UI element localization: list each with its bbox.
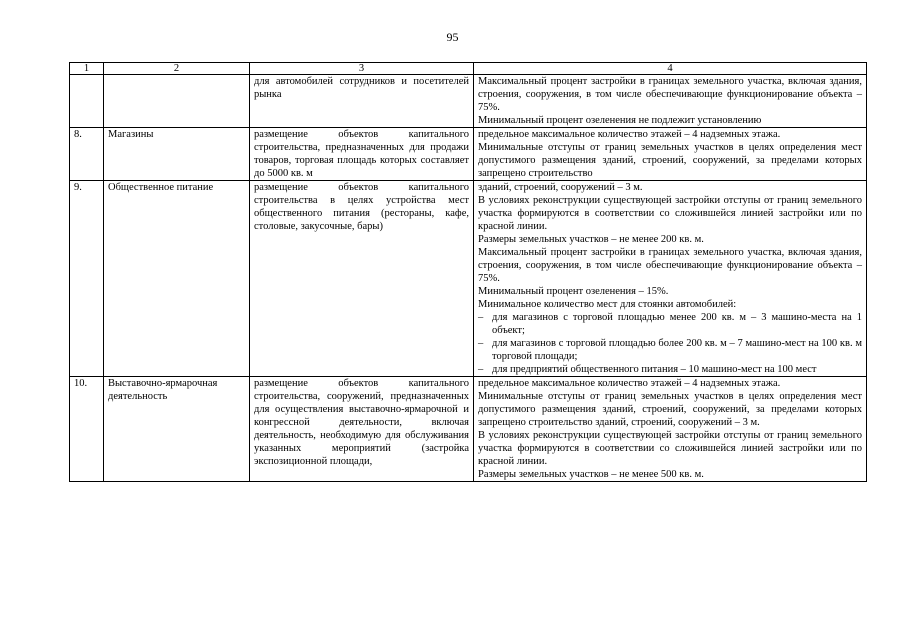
parameter-text: В условиях реконструкции существующей застройки отступы от границ земельного участка формируются в соответствии со сложившейся линией застройки или по красной линии. (478, 430, 862, 467)
use-type-parameters (474, 75, 867, 128)
table-row (70, 128, 867, 181)
table-header-row (70, 63, 867, 75)
table-row (70, 377, 867, 482)
parameter-text: Минимальные отступы от границ земельных участков в целях определения мест допустимого размещения зданий, строений, сооружений, за пределами которых запрещено строительство зданий, строений, сооружений – 3 м. (478, 391, 862, 428)
land-use-table (69, 62, 867, 482)
parameter-text: Минимальный процент озеленения не подлежит установлению (478, 115, 762, 126)
table-row (70, 181, 867, 377)
use-type-name: Магазины (104, 128, 250, 181)
use-type-parameters (474, 181, 867, 377)
parking-norm-text: для магазинов с торговой площадью менее 200 кв. м – 3 машино-места на 1 объект; (492, 312, 862, 336)
parameter-text: Размеры земельных участков – не менее 500 кв. м. (478, 469, 704, 480)
parameter-text: Максимальный процент застройки в границах земельного участка, включая здания, строения, сооружения, в том числе обеспечивающие функционирование объекта – 75%. (478, 76, 862, 113)
list-item: – для предприятий общественного питания – 10 машино-мест на 100 мест (478, 363, 862, 376)
use-type-name: Общественное питание (104, 181, 250, 377)
header-cell-2: 2 (104, 63, 250, 75)
header-cell-1: 1 (70, 63, 104, 75)
parameter-text: предельное максимальное количество этажей – 4 надземных этажа. (478, 129, 781, 140)
table-row (70, 75, 867, 128)
page-number: 95 (446, 30, 459, 44)
parameter-text: Минимальный процент озеленения – 15%. (478, 286, 669, 297)
row-number: 10. (70, 377, 104, 482)
row-number: 8. (70, 128, 104, 181)
parameter-text: Максимальный процент застройки в границах земельного участка, включая здания, строения, сооружения, в том числе обеспечивающие функционирование объекта – 75%. (478, 247, 862, 284)
header-cell-3: 3 (250, 63, 474, 75)
row-number (70, 75, 104, 128)
use-type-parameters (474, 128, 867, 181)
parameter-text: зданий, строений, сооружений – 3 м. (478, 182, 643, 193)
parameter-text: Минимальное количество мест для стоянки автомобилей: (478, 299, 737, 310)
use-type-description: размещение объектов капитального строительства, предназначенных для продажи товаров, торговая площадь которых составляет до 5000 кв. м (250, 128, 474, 181)
header-cell-4: 4 (474, 63, 867, 75)
use-type-parameters (474, 377, 867, 482)
use-type-description: размещение объектов капитального строительства в целях устройства мест общественного питания (рестораны, кафе, столовые, закусочные, бары) (250, 181, 474, 377)
use-type-description: размещение объектов капитального строительства, сооружений, предназначенных для осуществления выставочно-ярмарочной и конгрессной деятельности, включая деятельность, необходимую для обслуживания указанных мероприятий (застройка экспозиционной площади, (250, 377, 474, 482)
parameter-text: предельное максимальное количество этажей – 4 надземных этажа. (478, 378, 781, 389)
list-item: – для магазинов с торговой площадью более 200 кв. м – 7 машино-мест на 100 кв. м торговой площади; (478, 338, 862, 362)
parameter-text: Минимальные отступы от границ земельных участков в целях определения мест допустимого размещения зданий, строений, сооружений, за пределами которых запрещено строительство (478, 142, 862, 179)
parameter-text: Размеры земельных участков – не менее 200 кв. м. (478, 234, 704, 245)
use-type-name (104, 75, 250, 128)
use-type-description: для автомобилей сотрудников и посетителей рынка (250, 75, 474, 128)
parking-norm-text: для магазинов с торговой площадью более 200 кв. м – 7 машино-мест на 100 кв. м торговой площади; (492, 338, 862, 362)
list-item: – для магазинов с торговой площадью менее 200 кв. м – 3 машино-места на 1 объект; (478, 312, 862, 336)
parameter-text: В условиях реконструкции существующей застройки отступы от границ земельного участка формируются в соответствии со сложившейся линией застройки или по красной линии. (478, 195, 862, 232)
use-type-name: Выставочно-ярмарочная деятельность (104, 377, 250, 482)
row-number: 9. (70, 181, 104, 377)
parking-norm-text: для предприятий общественного питания – 10 машино-мест на 100 мест (492, 364, 817, 375)
